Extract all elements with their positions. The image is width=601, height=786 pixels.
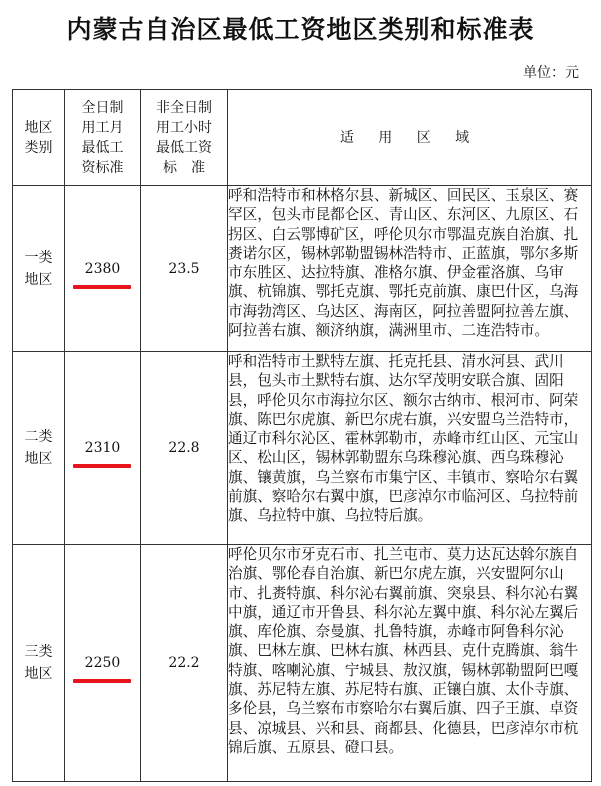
row-category: 三类 地区	[13, 545, 65, 782]
row-monthly-wage: 2250	[65, 545, 141, 782]
table-header-row	[13, 90, 592, 186]
red-underline-mark	[73, 679, 131, 683]
header-hourly-standard: 非全日制 用工小时 最低工资 标 准	[141, 90, 228, 186]
wage-table	[12, 89, 592, 782]
row-monthly-wage: 2380	[65, 186, 141, 352]
row-category: 二类 地区	[13, 352, 65, 545]
row-category: 一类 地区	[13, 186, 65, 352]
header-monthly-standard: 全日制 用工月 最低工 资标准	[65, 90, 141, 186]
row-regions: 呼和浩特市和林格尔县、新城区、回民区、玉泉区、赛罕区，包头市昆都仑区、青山区、东河区、九原区、石拐区、白云鄂博矿区，呼伦贝尔市鄂温克族自治旗、扎赉诺尔区，锡林郭勒盟锡林浩特市、正蓝旗，鄂尔多斯市东胜区、达拉特旗、准格尔旗、伊金霍洛旗、乌审旗、杭锦旗、鄂托克旗、鄂托克前旗、康巴什区，乌海市海勃湾区、乌达区、海南区，阿拉善盟阿拉善左旗、阿拉善右旗、额济纳旗，满洲里市、二连浩特市。	[228, 186, 592, 352]
red-underline-mark	[73, 464, 131, 468]
red-underline-mark	[73, 285, 131, 289]
table-row	[13, 186, 592, 352]
table-row	[13, 352, 592, 545]
row-hourly-wage: 22.2	[141, 545, 228, 782]
table-row	[13, 545, 592, 782]
row-hourly-wage: 22.8	[141, 352, 228, 545]
row-regions: 呼和浩特市土默特左旗、托克托县、清水河县、武川县，包头市土默特右旗、达尔罕茂明安联合旗、固阳县，呼伦贝尔市海拉尔区、额尔古纳市、根河市、阿荣旗、陈巴尔虎旗、新巴尔虎右旗，兴安盟乌兰浩特市，通辽市科尔沁区、霍林郭勒市，赤峰市红山区、元宝山区、松山区，锡林郭勒盟东乌珠穆沁旗、西乌珠穆沁旗、镶黄旗，乌兰察布市集宁区、丰镇市、察哈尔右翼前旗、察哈尔右翼中旗，巴彦淖尔市临河区、乌拉特前旗、乌拉特中旗、乌拉特后旗。	[228, 352, 592, 545]
row-regions: 呼伦贝尔市牙克石市、扎兰屯市、莫力达瓦达斡尔族自治旗、鄂伦春自治旗、新巴尔虎左旗，兴安盟阿尔山市、扎赉特旗、科尔沁右翼前旗、突泉县、科尔沁右翼中旗，通辽市开鲁县、科尔沁左翼中旗、科尔沁左翼后旗、库伦旗、奈曼旗、扎鲁特旗，赤峰市阿鲁科尔沁旗、巴林左旗、巴林右旗、林西县、克什克腾旗、翁牛特旗、喀喇沁旗、宁城县、敖汉旗，锡林郭勒盟阿巴嘎旗、苏尼特左旗、苏尼特右旗、正镶白旗、太仆寺旗、多伦县，乌兰察布市察哈尔右翼后旗、四子王旗、卓资县、凉城县、兴和县、商都县、化德县，巴彦淖尔市杭锦后旗、五原县、磴口县。	[228, 545, 592, 782]
page-title: 内蒙古自治区最低工资地区类别和标准表	[66, 15, 535, 44]
row-monthly-wage: 2310	[65, 352, 141, 545]
unit-label: 单位：元	[523, 65, 579, 81]
row-hourly-wage: 23.5	[141, 186, 228, 352]
header-applicable-regions: 适 用 区 域	[228, 90, 592, 186]
header-category: 地区 类别	[13, 90, 65, 186]
